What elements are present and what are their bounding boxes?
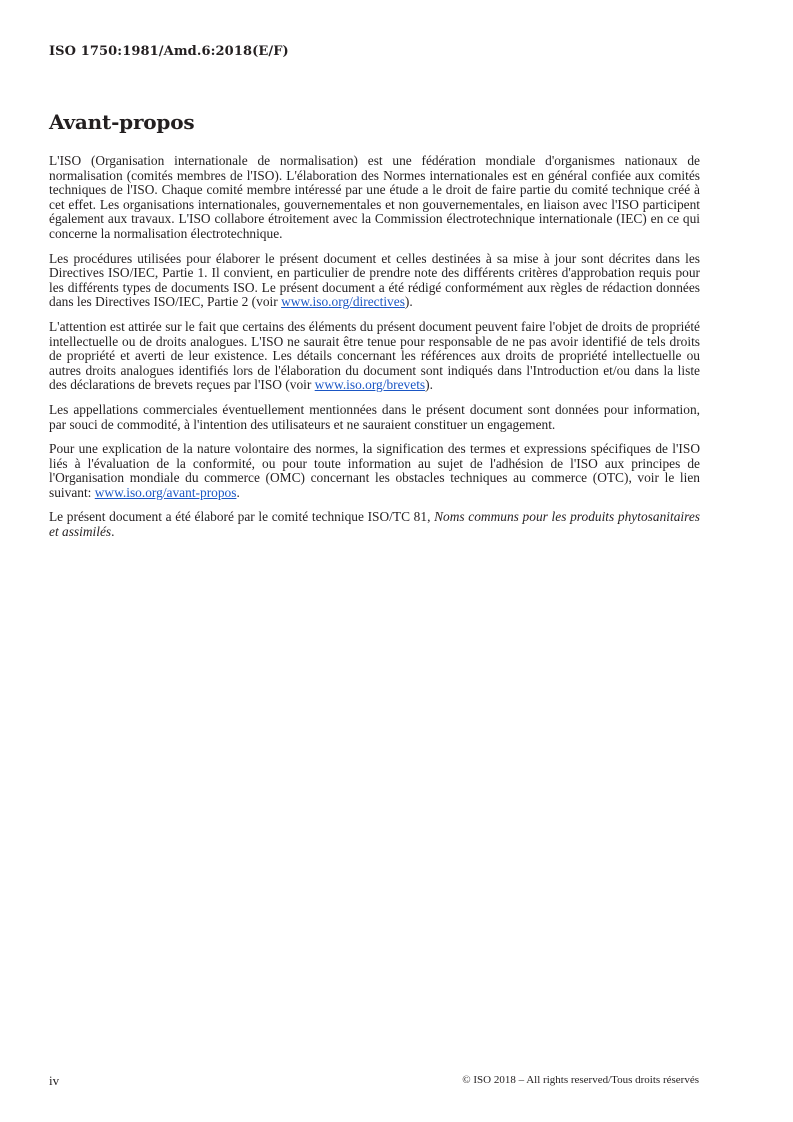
directives-link[interactable]: www.iso.org/directives: [281, 294, 405, 310]
paragraph-procedures-text: Les procédures utilisées pour élaborer le présent document et celles destinées à sa mise à jour sont décrites dans les Directives ISO/IEC, Partie 1. Il convient, en particulier de prendre note des différents critères d'approbation requis pour les différents types de documents ISO. Le présent document a été rédigé conformément aux règles de rédaction données dans les Directives ISO/IEC, Partie 2 (voir: [49, 250, 700, 310]
paragraph-patent-rights-end: ).: [425, 377, 433, 393]
page-number: iv: [49, 1073, 60, 1088]
paragraph-patent-rights-text: L'attention est attirée sur le fait que certains des éléments du présent document peuvent faire l'objet de droits de propriété intellectuelle ou de droits analogues. L'ISO ne saurait être tenue pour responsable de ne pas avoir identifié de tels droits de propriété et averti de leur existence. Les détails concernant les références aux droits de propriété intellectuelle ou autres droits analogues identifiés lors de l'élaboration du document sont indiqués dans l'Introduction et/ou dans la liste des déclarations de brevets reçues par l'ISO (voir: [49, 318, 700, 393]
paragraph-iso-organisation: L'ISO (Organisation internationale de normalisation) est une fédération mondiale d'organismes nationaux de normalisation (comités membres de l'ISO). L'élaboration des Normes internationales est en général confiée aux comités techniques de l'ISO. Chaque comité membre intéressé par une étude a le droit de faire partie du comité technique créé à cet effet. Les organisations internationales, gouvernementales et non gouvernementales, en liaison avec l'ISO participent également aux travaux. L'ISO collabore étroitement avec la Commission électrotechnique internationale (IEC) en ce qui concerne la normalisation électrotechnique.: [49, 153, 700, 241]
section-title: Avant-propos: [49, 110, 195, 134]
paragraph-procedures: [49, 252, 700, 310]
paragraph-committee-end: .: [111, 524, 115, 540]
foreword-body: [49, 154, 700, 550]
paragraph-committee-text: Le présent document a été élaboré par le comité technique ISO/TC 81,: [49, 509, 435, 525]
paragraph-voluntary-nature-text: Pour une explication de la nature volontaire des normes, la signification des termes et expressions spécifiques de l'ISO liés à l'évaluation de la conformité, ou pour toute information au sujet de l'adhésion de l'ISO aux principes de l'Organisation mondiale du commerce (OMC) concernant les obstacles techniques au commerce (OTC), voir le lien suivant:: [49, 441, 700, 500]
paragraph-voluntary-nature-end: .: [236, 484, 240, 500]
paragraph-committee: [49, 510, 700, 539]
copyright-notice: © ISO 2018 – All rights reserved/Tous droits réservés: [462, 1074, 699, 1086]
foreword-link[interactable]: www.iso.org/avant-propos: [94, 484, 237, 500]
document-identifier: ISO 1750:1981/Amd.6:2018(E/F): [49, 44, 289, 59]
paragraph-trade-names: Les appellations commerciales éventuellement mentionnées dans le présent document sont données pour information, par souci de commodité, à l'intention des utilisateurs et ne sauraient constituer un engagement.: [49, 401, 700, 432]
paragraph-voluntary-nature: [49, 442, 700, 500]
patents-link[interactable]: www.iso.org/brevets: [314, 377, 426, 393]
committee-title: Noms communs pour les produits phytosanitaires et assimilés: [49, 509, 700, 540]
paragraph-procedures-end: ).: [404, 294, 413, 310]
paragraph-patent-rights: [49, 320, 700, 393]
